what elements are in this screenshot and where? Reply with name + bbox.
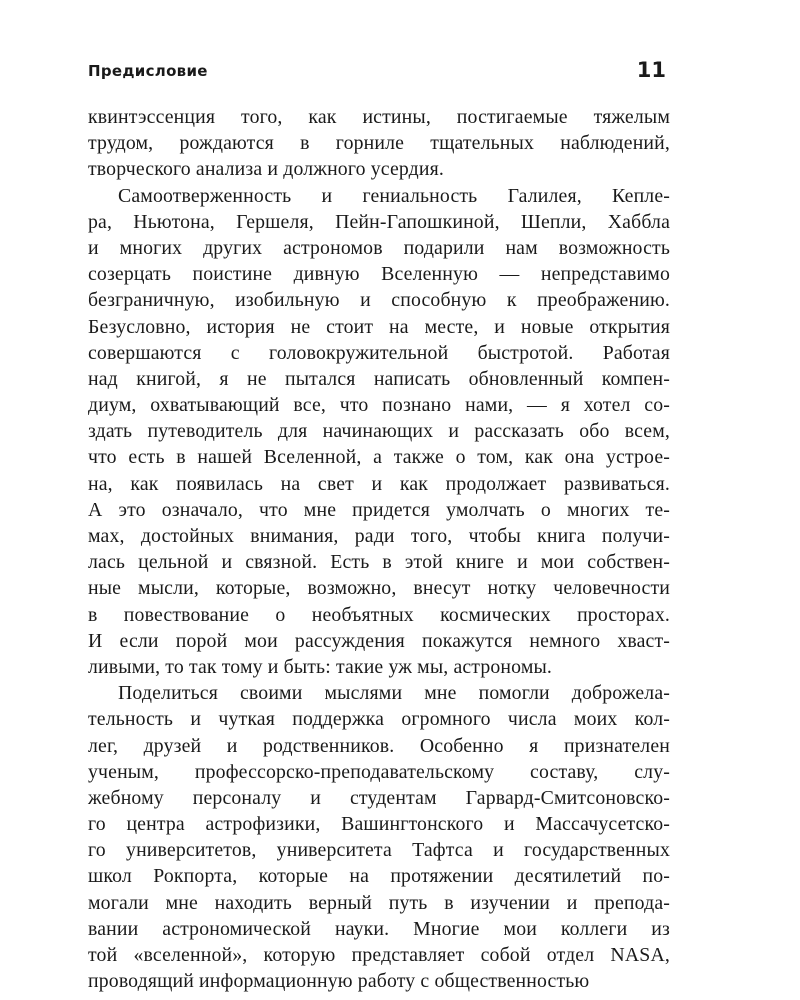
- text-line: той «вселенной», которую представляет собой отдел NASA,: [88, 944, 670, 966]
- body-text: [88, 104, 670, 994]
- text-line: созерцать поистине дивную Вселенную — непредставимо: [88, 263, 670, 286]
- text-line: диум, охватывающий все, что познано нами, — я хотел со-: [88, 394, 670, 417]
- text-line: могали мне находить верный путь в изучении и препода-: [88, 891, 670, 914]
- text-line: лась цельной и связной. Есть в этой книге и мои собствен-: [88, 551, 670, 574]
- text-line: на, как появилась на свет и как продолжает развиваться.: [88, 472, 670, 495]
- text-line: здать путеводитель для начинающих и рассказать обо всем,: [88, 420, 670, 443]
- text-line: го университетов, университета Тафтса и государственных: [88, 839, 670, 862]
- text-line: мах, достойных внимания, ради того, чтобы книга получи-: [88, 525, 670, 547]
- section-title: Предисловие: [88, 62, 208, 80]
- text-line: лег, друзей и родственников. Особенно я признателен: [88, 734, 670, 757]
- text-line: и многих других астрономов подарили нам возможность: [88, 236, 670, 259]
- text-line: ра, Ньютона, Гершеля, Пейн-Гапошкиной, Шепли, Хаббла: [88, 210, 670, 233]
- text-line: совершаются с головокружительной быстротой. Работая: [88, 341, 670, 364]
- text-line: Безусловно, история не стоит на месте, и новые открытия: [88, 315, 670, 338]
- text-line: проводящий информационную работу с общественностью: [88, 970, 590, 993]
- running-head: [88, 58, 668, 86]
- text-line: жебному персоналу и студентам Гарвард-Смитсоновско-: [88, 786, 670, 809]
- text-line: трудом, рождаются в горниле тщательных наблюдений,: [88, 132, 670, 155]
- paragraph: [88, 183, 670, 681]
- text-line: квинтэссенция того, как истины, постигаемые тяжелым: [88, 106, 670, 128]
- text-line: Самоотверженность и гениальность Галилея, Кепле-: [118, 184, 670, 207]
- text-line: Поделиться своими мыслями мне помогли доброжела-: [118, 682, 670, 705]
- text-line: ученым, профессорско-преподавательскому составу, слу-: [88, 760, 670, 783]
- text-line: над книгой, я не пытался написать обновленный компен-: [88, 367, 670, 390]
- text-line: ные мысли, которые, возможно, внесут нотку человечности: [88, 577, 670, 600]
- paragraph: [88, 104, 670, 183]
- text-line: в повествование о необъятных космических просторах.: [88, 603, 670, 626]
- text-line: го центра астрофизики, Вашингтонского и Массачусетско-: [88, 813, 670, 836]
- text-line: что есть в нашей Вселенной, а также о том, как она устрое-: [88, 446, 670, 469]
- text-line: И если порой мои рассуждения покажутся немного хваст-: [88, 629, 670, 652]
- text-line: вании астрономической науки. Многие мои коллеги из: [88, 917, 670, 940]
- text-line: ливыми, то так тому и быть: такие уж мы, астрономы.: [88, 655, 553, 678]
- text-line: безграничную, изобильную и способную к преображению.: [88, 289, 670, 312]
- text-line: творческого анализа и должного усердия.: [88, 158, 444, 181]
- text-line: тельность и чуткая поддержка огромного числа моих кол-: [88, 708, 670, 731]
- page-number: 11: [636, 58, 666, 82]
- text-line: А это означало, что мне придется умолчать о многих те-: [88, 498, 670, 521]
- text-line: школ Рокпорта, которые на протяжении десятилетий по-: [88, 865, 670, 888]
- paragraph: [88, 680, 670, 994]
